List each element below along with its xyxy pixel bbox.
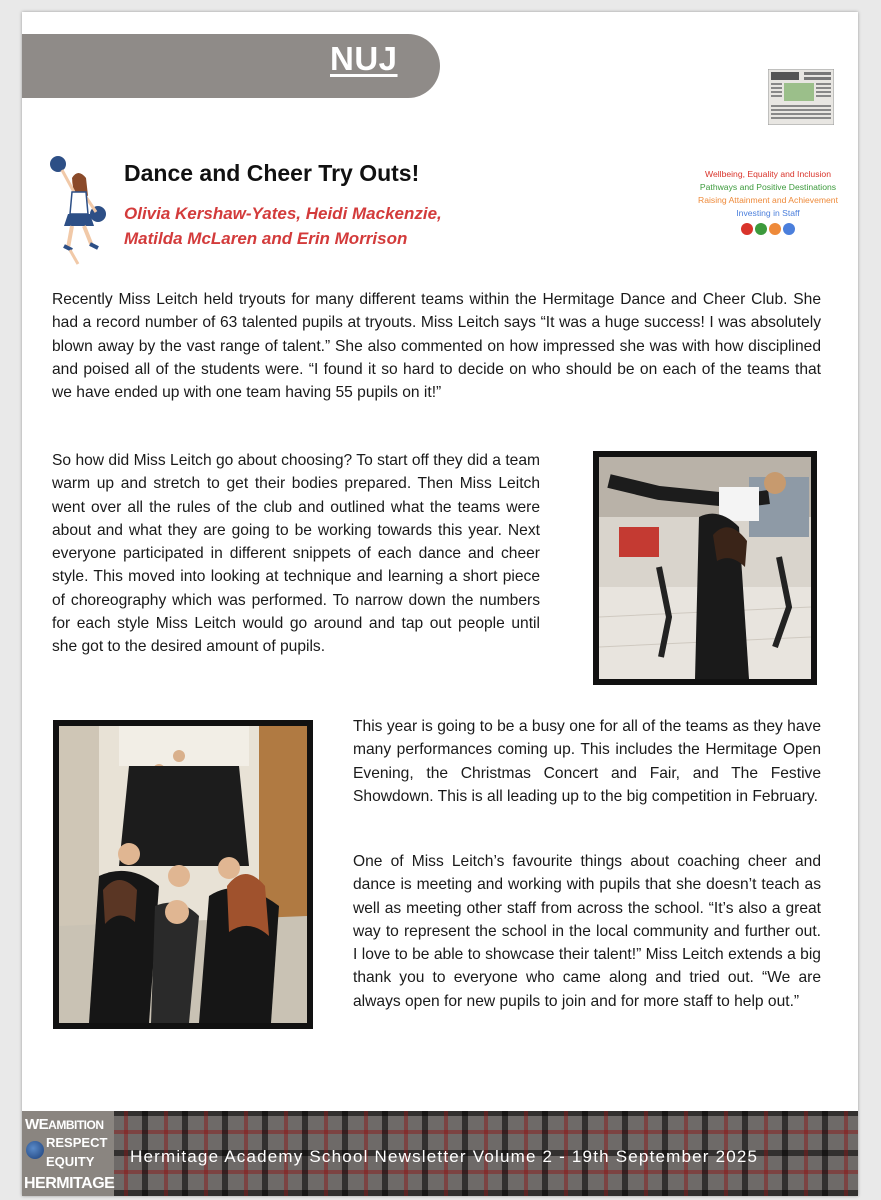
authors-line: Olivia Kershaw-Yates, Heidi Mackenzie, bbox=[124, 204, 442, 223]
logo-ambition: AMBITION bbox=[48, 1118, 104, 1132]
logo-line-equity: EQUITY bbox=[46, 1154, 95, 1169]
newspaper-icon bbox=[768, 69, 834, 125]
authors-line: Matilda McLaren and Erin Morrison bbox=[124, 229, 408, 248]
globe-icon bbox=[26, 1141, 44, 1159]
legend-dot-blue bbox=[783, 223, 795, 235]
article-paragraph: One of Miss Leitch’s favourite things about coaching cheer and dance is meeting and working with pupils that she doesn’t teach as well as meeting other staff from across the school. “It’s also a great way to represent the school in the local community and further out. I love to be able to showcase their talent!” Miss Leitch extends a big thank you to everyone who came along and tried out. “We are always open for new pupils to join and for more staff to help out.” bbox=[353, 853, 821, 1010]
dance-lift-image bbox=[599, 457, 811, 679]
legend-item-attainment: Raising Attainment and Achievement bbox=[698, 195, 838, 205]
newsletter-page bbox=[22, 12, 858, 1196]
legend-dot-orange bbox=[769, 223, 781, 235]
article-paragraph: This year is going to be a busy one for all of the teams as they have many performances coming up. This includes the Hermitage Open Evening, the Christmas Concert and Fair, and The Festive Showdown. This is all leading up to the big competition in February. bbox=[353, 718, 821, 805]
section-title: NUJ bbox=[330, 40, 398, 77]
legend-item-wellbeing: Wellbeing, Equality and Inclusion bbox=[705, 169, 831, 179]
priority-legend bbox=[698, 168, 838, 235]
logo-we: WE bbox=[25, 1116, 49, 1133]
dance-lift-photo bbox=[593, 451, 817, 685]
article-title: Dance and Cheer Try Outs! bbox=[124, 160, 420, 186]
cheerleader-icon bbox=[48, 152, 114, 268]
legend-dot-green bbox=[755, 223, 767, 235]
legend-dots bbox=[698, 223, 838, 235]
legend-dot-red bbox=[741, 223, 753, 235]
logo-line-hermitage: HERMITAGE bbox=[24, 1175, 115, 1192]
legend-item-pathways: Pathways and Positive Destinations bbox=[699, 182, 837, 192]
article-paragraph: So how did Miss Leitch go about choosing? To start off they did a team warm up and stretch to get their bodies prepared. Then Miss Leitch went over all the rules of the club and outlined what the teams were about and what they are going to be working towards this year. Next everyone participated in different snippets of each dance and cheer style. This moved into looking at technique and learning a short piece of choreography which was performed. To narrow down the numbers for each style Miss Leitch would go around and tap out people until she got to the desired amount of pupils. bbox=[52, 452, 540, 656]
logo-line-ambition bbox=[25, 1116, 104, 1133]
footer-caption: Hermitage Academy School Newsletter Volume 2 - 19th September 2025 bbox=[130, 1147, 759, 1166]
logo-line-respect: RESPECT bbox=[46, 1135, 108, 1150]
legend-item-staff: Investing in Staff bbox=[736, 208, 800, 218]
article-authors bbox=[124, 201, 484, 251]
team-group-image bbox=[59, 726, 307, 1023]
article-paragraph: Recently Miss Leitch held tryouts for many different teams within the Hermitage Dance and Cheer Club. She had a record number of 63 talented pupils at tryouts. Miss Leitch says “It was a huge success! I was absolutely blown away by the vast range of talent.” She also commented on how impressed she was with how disciplined and poised all of the students were. “I found it so hard to decide on who should be on each of the teams that we have ended up with one team having 55 pupils on it!” bbox=[52, 291, 821, 402]
team-group-photo bbox=[53, 720, 313, 1029]
school-values-logo bbox=[22, 1111, 114, 1196]
newsletter-footer bbox=[22, 1111, 858, 1196]
